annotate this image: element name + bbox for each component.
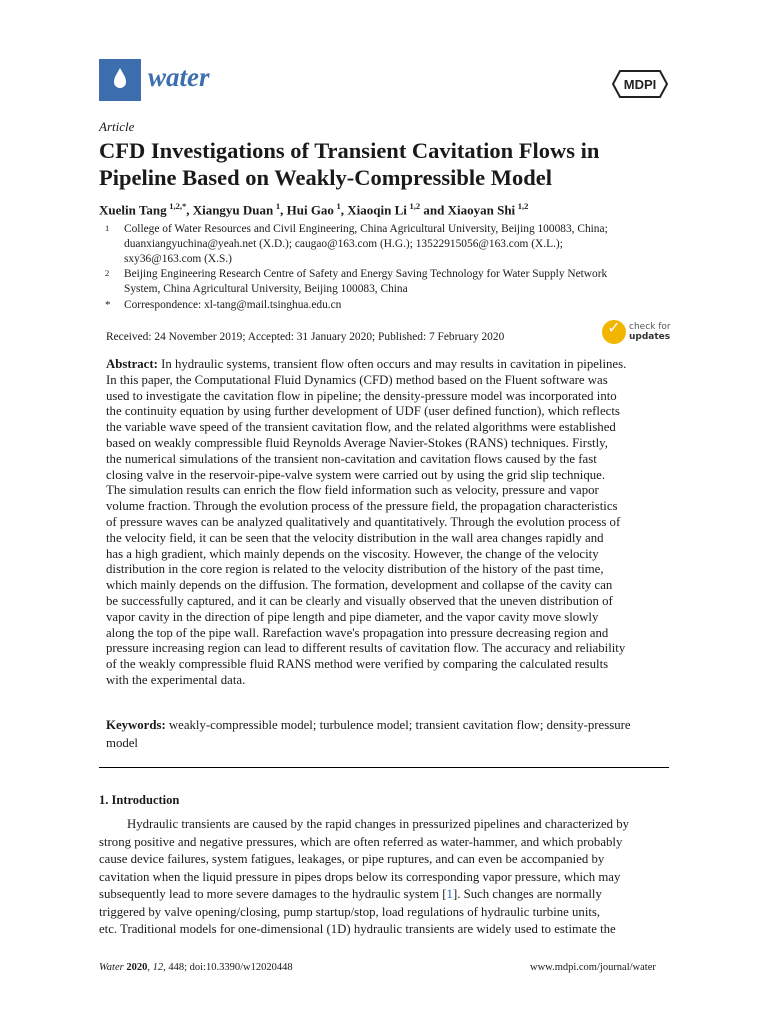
affiliation-number: 1 [105,223,110,233]
author-name: Hui Gao [286,202,334,218]
paragraph-line: subsequently lead to more severe damages to the hydraulic system [1]. Such changes are normally [99,887,602,901]
abstract-line: the numerical simulations of the transient non-cavitation and cavitation flows caused by the fast [106,451,597,466]
abstract-line: the continuity equation by using further development of UDF (user defined function), which reflects [106,404,620,419]
svg-text:MDPI: MDPI [623,77,657,92]
paper-title: CFD Investigations of Transient Cavitation Flows in Pipeline Based on Weakly-Compressible Model [99,138,600,190]
paragraph-line: triggered by valve opening/closing, pump startup/stop, load regulations of hydraulic turbine units, [99,904,601,919]
abstract-line: vapor cavity in the direction of pipe length and pipe diameter, and the vapor cavity move slowly [106,609,599,624]
author-affiliation-mark: 1 [275,201,281,211]
citation-link[interactable]: 1 [446,887,453,901]
affiliation-line: Beijing Engineering Research Centre of Safety and Energy Saving Technology for Water Supply Network [124,268,608,280]
journal-logo-icon [99,59,141,101]
abstract-line: Abstract: In hydraulic systems, transient flow often occurs and may results in cavitation in pipelines. [106,357,627,371]
abstract-line: of pressure waves can be analyzed qualitatively and quantitatively. Through the evolution process of [106,515,621,529]
author-affiliation-mark: 1,2 [409,201,421,211]
affiliation-line: sxy36@163.com (X.S.) [124,253,232,265]
mdpi-logo [612,69,668,99]
abstract-line: has a high gradient, which mainly depends on the viscosity. However, the change of the velocity [106,546,599,561]
abstract-line: based on weakly compressible fluid Reynolds Average Navier-Stokes (RANS) techniques. Firstly, [106,436,608,450]
check-for-updates-badge[interactable]: ✓ check for updates [602,320,672,346]
correspondence-line: Correspondence: xl-tang@mail.tsinghua.edu.cn [124,299,342,311]
affiliation-number: * [105,299,111,311]
publication-dates: Received: 24 November 2019; Accepted: 31 January 2020; Published: 7 February 2020 [106,331,505,343]
journal-name: water [148,62,210,92]
abstract-line: the velocity field, it can be seen that the velocity distribution in the wall area changes rapidly and [106,530,604,545]
journal-website-link[interactable]: www.mdpi.com/journal/water [530,962,656,973]
abstract-line: the variable wave speed of the transient cavitation flow, and the related algorithms were established [106,420,616,435]
affiliation-number: 2 [105,268,110,278]
author-name: Xiangyu Duan [192,202,274,218]
affiliation-line: College of Water Resources and Civil Engineering, China Agricultural University, Beijing 100083, China; [124,223,608,235]
abstract-line: pressure increasing region can lead to different results of cavitation flow. The accuracy and reliability [106,641,626,656]
abstract-line: along the top of the pipe wall. Rarefaction wave's propagation into pressure decreasing region and [106,625,609,640]
keywords-label: Keywords: [106,718,166,732]
abstract-line: volume fraction. Through the evolution process of the pressure field, the propagation characteristics [106,499,618,514]
keywords-line: Keywords: weakly-compressible model; turbulence model; transient cavitation flow; density-pressure [106,718,631,732]
abstract-label: Abstract: [106,357,158,371]
paragraph-line: etc. Traditional models for one-dimensional (1D) hydraulic transients are widely used to estimate the [99,922,616,936]
keywords-line: model [106,736,138,750]
author-affiliation-mark: 1,2 [517,201,529,211]
paragraph-line: Hydraulic transients are caused by the rapid changes in pressurized pipelines and characterized by [127,817,630,831]
affiliation-line: System, China Agricultural University, Beijing 100083, China [124,283,408,295]
abstract-line: of the weakly compressible fluid RANS method were verified by comparing the calculated results [106,657,609,672]
paragraph-line: cavitation when the liquid pressure in pipes drops below its corresponding vapor pressure, which may [99,869,621,884]
author-list: Xuelin Tang $^{1,2,*}$, Xiangyu Duan $^1$, Hui Gao $^1$, Xiaoqin Li $^{1,2}$ and Xiaoyan Shi $^{1,2}$ [99,201,529,218]
author-affiliation-mark: 1 [336,201,341,211]
abstract-line: which mainly depends on the diffusion. The formation, development and collapse of the cavity can [106,578,613,593]
author-name: Xiaoyan Shi [447,202,516,218]
section-divider [99,767,669,768]
article-type: Article [99,119,135,134]
abstract-line: with the experimental data. [106,673,246,687]
abstract-line: be successfully captured, and it can be clearly and visually observed that the uneven distribution of [106,594,613,608]
affiliation-line: duanxiangyuchina@yeah.net (X.D.); caugao@163.com (H.G.); 13522915056@163.com (X.L.); [124,238,563,250]
abstract-line: The simulation results can enrich the flow field information such as velocity, pressure and vapor [106,483,599,498]
badge-line-2: updates [629,332,671,342]
abstract-line: used to investigate the cavitation flow in pipeline; the density-pressure model was incorporated into [106,388,617,403]
author-name: Xuelin Tang [99,202,167,218]
section-heading: 1. Introduction [99,793,180,807]
abstract-line: In this paper, the Computational Fluid Dynamics (CFD) method based on the Fluent software was [106,372,608,387]
paragraph-line: cause device failures, system fatigues, leakages, or pipe ruptures, and can even be accompanied by [99,852,605,866]
author-affiliation-mark: 1,2,* [169,201,187,211]
author-name: Xiaoqin Li [347,202,407,218]
abstract-line: distribution in the core region is related to the velocity distribution of the history of the past time, [106,562,604,577]
citation-footer: Water 2020, 12, 448; doi:10.3390/w12020448 [99,962,293,973]
paragraph-line: strong positive and negative pressures, which are often referred as water-hammer, and which probably [99,834,623,849]
badge-line-1: check for [629,322,671,332]
abstract-line: closing valve in the reservoir-pipe-valve system were carried out by using the grid slip technique. [106,467,606,482]
